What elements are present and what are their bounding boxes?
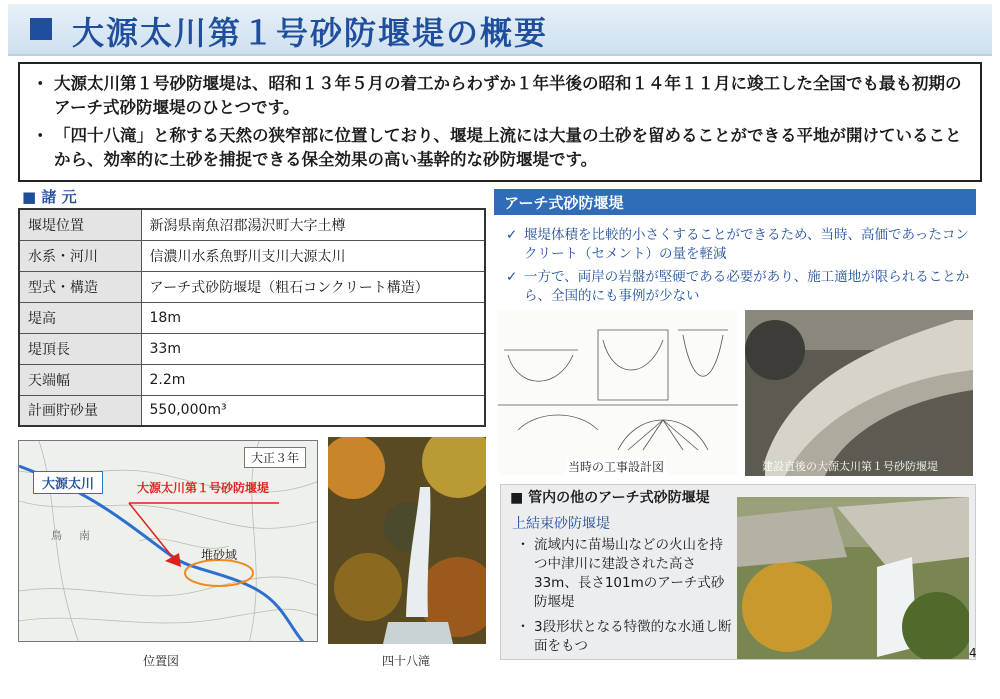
- historic-photo-caption: 建設直後の大源太川第１号砂防堰堤: [762, 460, 938, 473]
- map-place-label: 鳥: [51, 529, 62, 542]
- check-icon: ✓: [506, 227, 518, 243]
- spec-label: 堤高: [19, 302, 141, 333]
- arch-section-title: アーチ式砂防堰堤: [494, 189, 976, 215]
- map-era-label: 大正３年: [244, 447, 306, 468]
- table-row: [19, 333, 485, 364]
- check-icon: ✓: [506, 269, 518, 285]
- design-drawing: [498, 310, 738, 475]
- table-row: [19, 364, 485, 395]
- spec-value: アーチ式砂防堰堤（粗石コンクリート構造）: [141, 271, 485, 302]
- spec-heading: ■ 諸 元: [22, 188, 77, 206]
- spec-label: 水系・河川: [19, 240, 141, 271]
- summary-box: [18, 62, 982, 182]
- spec-label: 天端幅: [19, 364, 141, 395]
- map-place-label: 南: [79, 529, 90, 542]
- page-title: 大源太川第１号砂防堰堤の概要: [72, 14, 549, 52]
- list-item: [512, 536, 732, 612]
- bullet-icon: ・: [32, 126, 49, 145]
- map-dam-label: 大源太川第１号砂防堰堤: [137, 481, 270, 495]
- table-row: [19, 271, 485, 302]
- page-number: 4: [969, 646, 977, 660]
- other-point-text: 3段形状となる特徴的な水通し断面をもつ: [534, 619, 732, 654]
- drawing-caption: 当時の工事設計図: [568, 460, 665, 474]
- spec-value: 18m: [141, 302, 485, 333]
- table-row: [19, 209, 485, 240]
- waterfall-photo: [328, 437, 486, 644]
- spec-label: 計画貯砂量: [19, 395, 141, 426]
- arch-point-text: 堰堤体積を比較的小さくすることができるため、当時、高価であったコンクリート（セメント）の量を軽減: [524, 227, 969, 262]
- spec-label: 型式・構造: [19, 271, 141, 302]
- other-dam-points: [512, 536, 732, 662]
- waterfall-caption: 四十八滝: [382, 654, 431, 668]
- list-item: [506, 226, 976, 264]
- map-river-label: 大源太川: [33, 471, 103, 494]
- bullet-icon: ・: [516, 619, 530, 635]
- summary-item: [32, 124, 968, 172]
- spec-value: 2.2m: [141, 364, 485, 395]
- list-item: [512, 618, 732, 656]
- spec-label: 堰堤位置: [19, 209, 141, 240]
- bullet-icon: ・: [516, 537, 530, 553]
- list-item: [506, 268, 976, 306]
- spec-value: 新潟県南魚沼郡湯沢町大字土樽: [141, 209, 485, 240]
- other-dam-name: 上結束砂防堰堤: [512, 516, 610, 532]
- table-row: [19, 395, 485, 426]
- spec-table: [18, 208, 486, 427]
- table-row: [19, 240, 485, 271]
- kamikessoku-dam-photo: [737, 497, 969, 659]
- summary-item: [32, 72, 968, 120]
- summary-text: 「四十八滝」と称する天然の狭窄部に位置しており、堰堤上流には大量の土砂を留めることができる平地が開けていることから、効率的に土砂を捕捉できる保全効果の高い基幹的な砂防堰堤です。: [54, 126, 962, 169]
- title-square-icon: [30, 18, 52, 40]
- spec-value: 33m: [141, 333, 485, 364]
- other-point-text: 流域内に苗場山などの火山を持つ中津川に建設された高さ33m、長さ101mのアーチ式砂防堰堤: [534, 537, 725, 610]
- arch-point-text: 一方で、両岸の岩盤が堅硬である必要があり、施工適地が限られることから、全国的にも事例が少ない: [524, 269, 970, 304]
- map-deposit-label: 堆砂域: [201, 548, 238, 562]
- title-bar: [8, 4, 992, 56]
- arch-points: [506, 226, 976, 310]
- summary-text: 大源太川第１号砂防堰堤は、昭和１３年５月の着工からわずか１年半後の昭和１４年１１月に竣工した全国でも最も初期のアーチ式砂防堰堤のひとつです。: [54, 74, 962, 117]
- table-row: [19, 302, 485, 333]
- bullet-icon: ・: [32, 74, 49, 93]
- map-caption: 位置図: [143, 654, 180, 668]
- historic-dam-photo: [745, 310, 973, 476]
- location-map: [18, 440, 318, 642]
- spec-value: 550,000m³: [141, 395, 485, 426]
- spec-label: 堤頂長: [19, 333, 141, 364]
- spec-value: 信濃川水系魚野川支川大源太川: [141, 240, 485, 271]
- other-dams-heading: ■ 管内の他のアーチ式砂防堰堤: [510, 490, 710, 506]
